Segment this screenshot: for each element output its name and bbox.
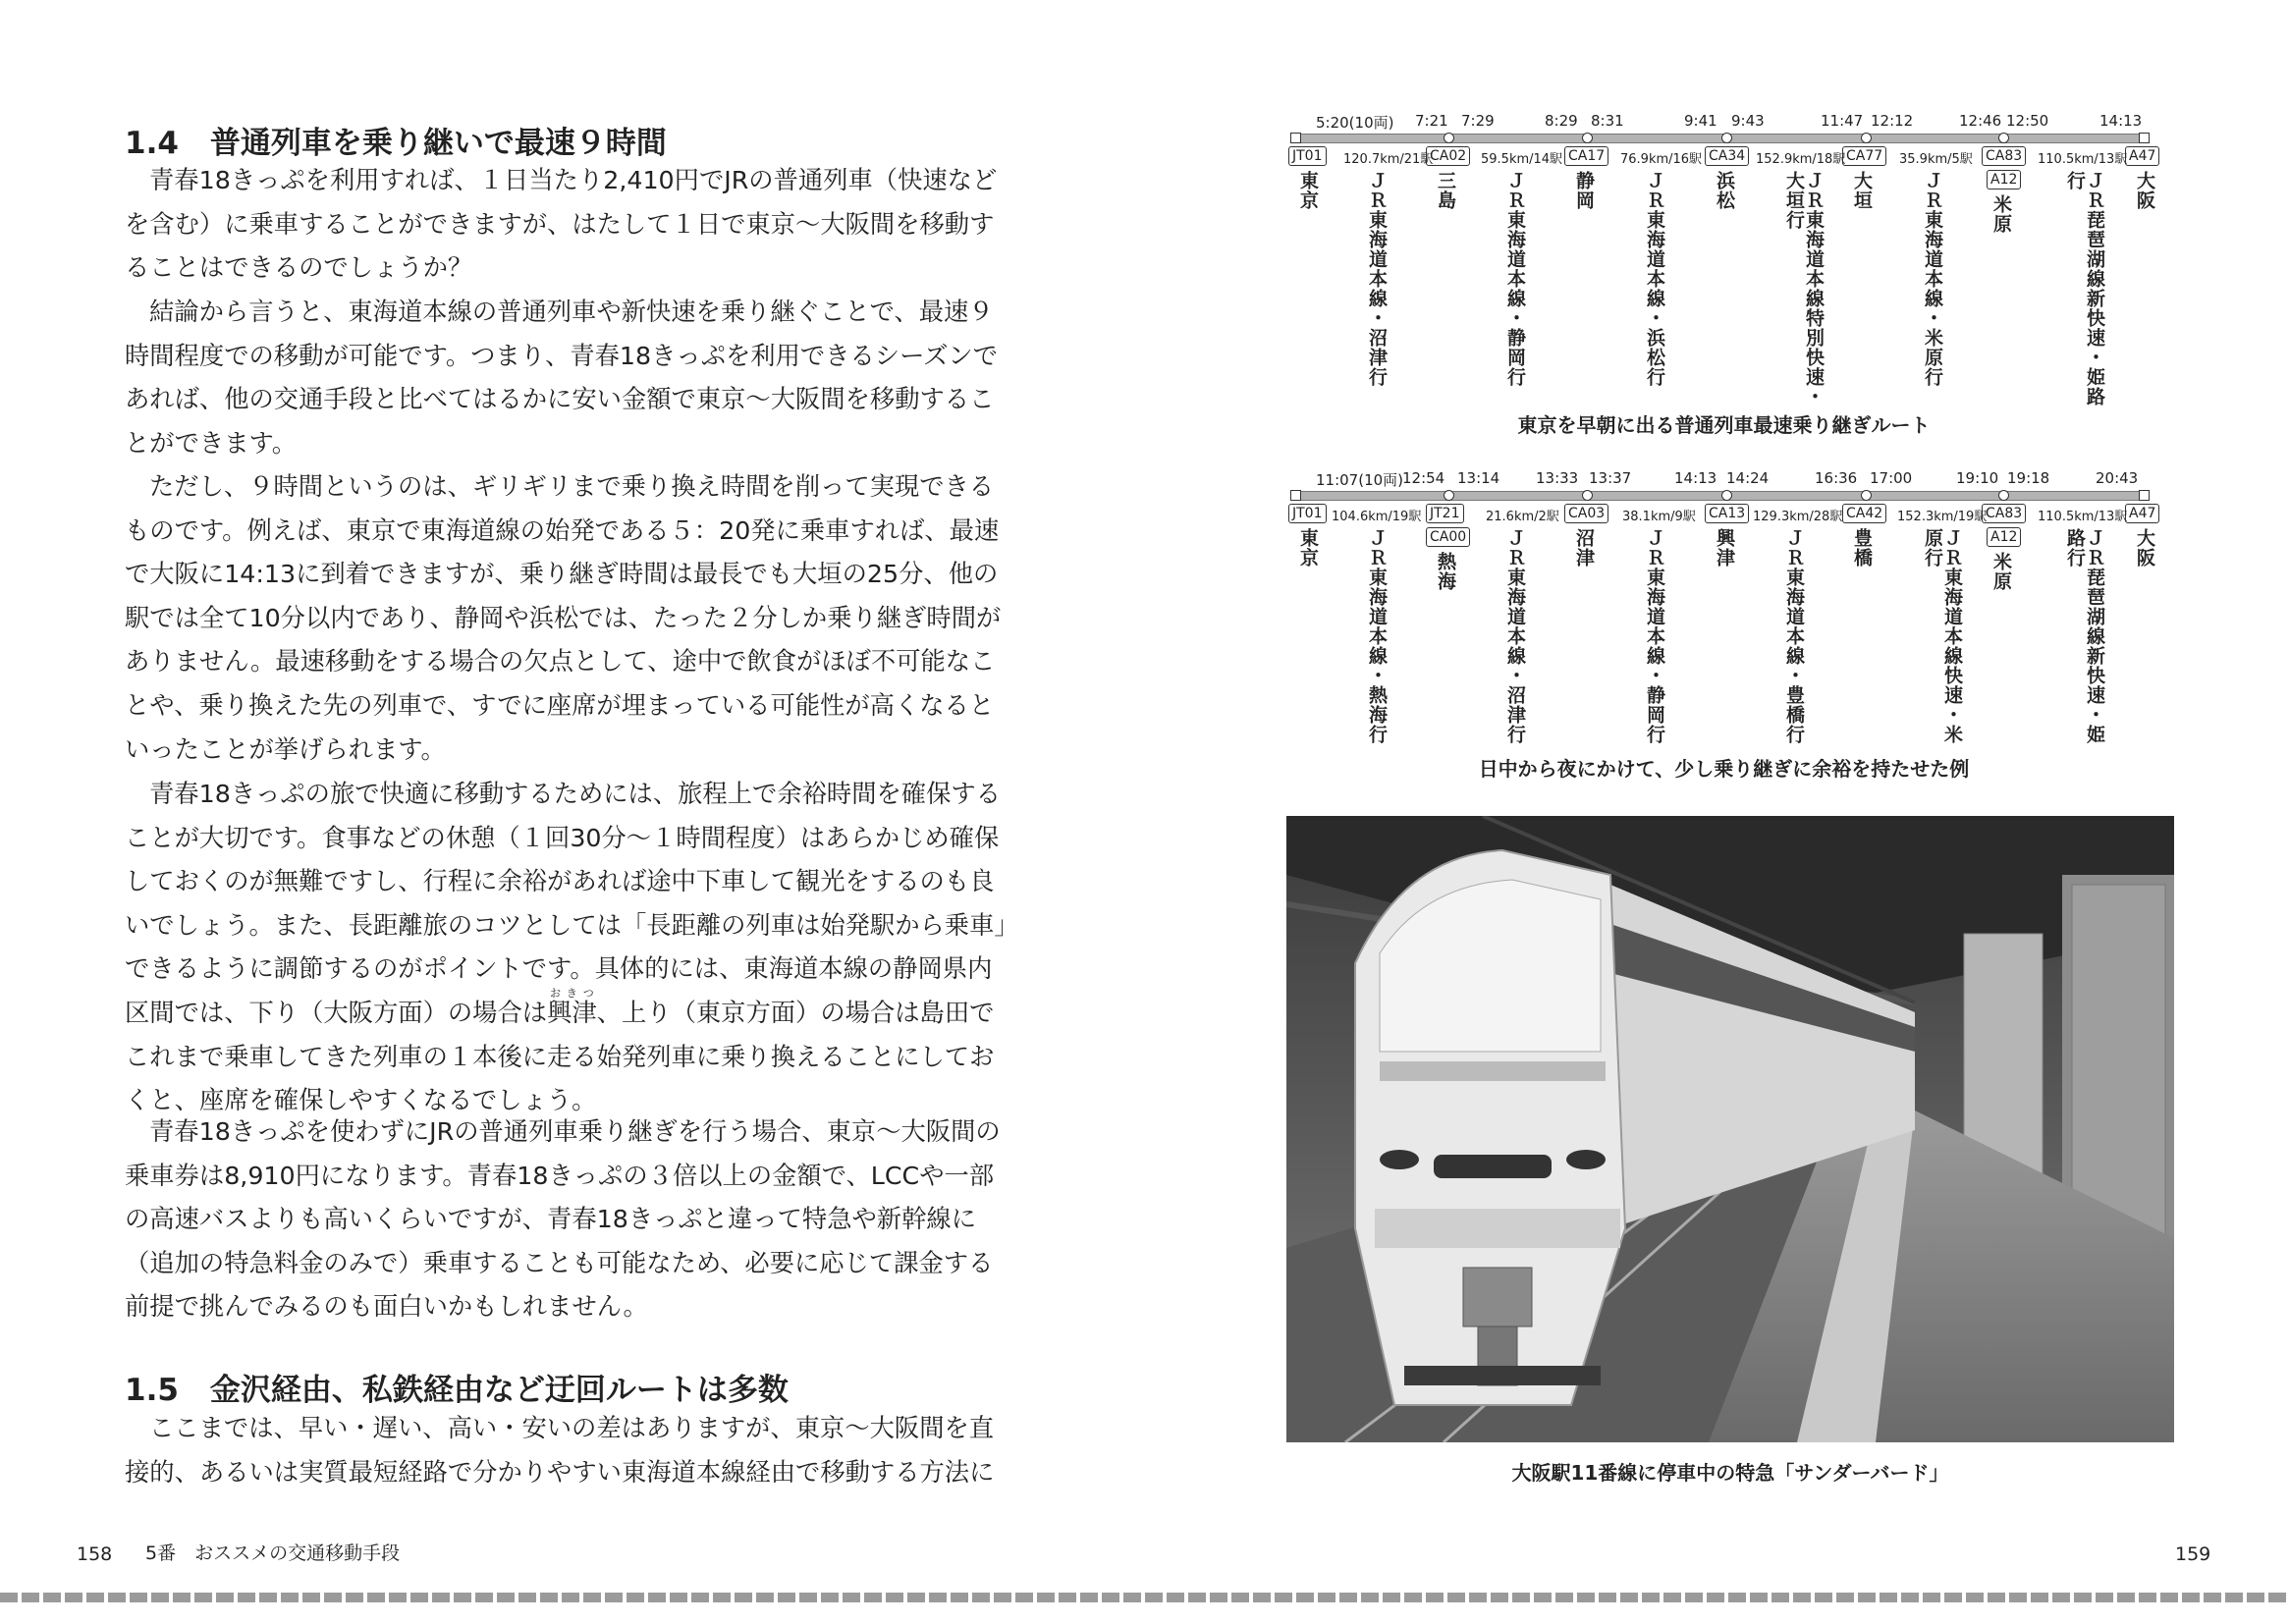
station-name: 東京	[1297, 528, 1319, 568]
station-node	[1582, 133, 1593, 143]
section-heading-1-4	[125, 118, 667, 162]
time: 8:31	[1591, 112, 1624, 130]
train-name: ＪＲ東海道本線・静岡行	[1504, 171, 1526, 387]
train-name: ＪＲ東海道本線特別快速・大垣行	[1783, 171, 1825, 406]
route2-times	[1284, 469, 2163, 491]
paragraph-3: ただし、９時間というのは、ギリギリまで乗り換え時間を削って実現できるものです。例えば、東京で東海道線の始発である５：20発に乗車すれば、最速で大阪に14:13に到着できますが、乗り継ぎ時間は最長でも大垣の25分、他の駅では全て10分以内であり、静岡や浜松では、たった２分しか乗り継ぎ時間がありません。最速移動をする場合の欠点として、途中で飲食がほぼ不可能なことや、乗り換えた先の列車で、すでに座席が埋まっている可能性が高くなるといったことが挙げられます。	[125, 472, 1002, 764]
station-code: JT01	[1288, 146, 1327, 166]
time: 17:00	[1870, 469, 1913, 487]
station-node	[1444, 133, 1454, 143]
distance: 110.5km/13駅	[2038, 152, 2128, 167]
left-page	[0, 0, 1144, 1624]
train-name: ＪＲ東海道本線・米原行	[1922, 171, 1943, 387]
train-name: ＪＲ東海道本線快速・米原行	[1922, 528, 1963, 744]
time: 5:20(10両)	[1316, 114, 1394, 132]
paragraph-6: ここまでは、早い・遅い、高い・安いの差はありますが、東京～大阪間を直接的、あるいは実質最短経路で分かりやすい東海道本線経由で移動する方法に	[125, 1414, 995, 1487]
time: 12:46	[1959, 112, 2002, 130]
page-number-left: 158	[77, 1543, 113, 1565]
train-name: ＪＲ東海道本線・浜松行	[1644, 171, 1665, 387]
time: 19:18	[2007, 469, 2050, 487]
distance: 104.6km/19駅	[1332, 510, 1422, 524]
distance: 152.3km/19駅	[1897, 510, 1988, 524]
station-node	[1444, 490, 1454, 501]
distance: 38.1km/9駅	[1622, 510, 1696, 524]
station-code: CA17	[1564, 146, 1608, 166]
paragraph-2: 結論から言うと、東海道本線の普通列車や新快速を乗り継ぐことで、最速９時間程度での移動が可能です。つまり、青春18きっぷを利用できるシーズンであれば、他の交通手段と比べてはるかに安い金額で東京～大阪間を移動することができます。	[125, 298, 998, 458]
station-code-secondary: A12	[1987, 170, 2021, 189]
time: 11:07(10両)	[1316, 471, 1404, 489]
station-node	[1998, 490, 2009, 501]
time: 12:50	[2006, 112, 2049, 130]
station-name: 浜松	[1714, 171, 1735, 210]
train-name: ＪＲ東海道本線・沼津行	[1504, 528, 1526, 744]
time: 12:12	[1871, 112, 1914, 130]
station-node	[2139, 490, 2150, 501]
route-diagram-1	[1284, 112, 2163, 406]
train-name: ＪＲ東海道本線・静岡行	[1644, 528, 1665, 744]
photo-caption: 大阪駅11番線に停車中の特急「サンダーバード」	[1511, 1461, 1949, 1485]
time: 16:36	[1815, 469, 1858, 487]
time: 8:29	[1545, 112, 1578, 130]
section-title: 金沢経由、私鉄経由など迂回ルートは多数	[209, 1373, 789, 1408]
station-code: JT21	[1426, 504, 1464, 523]
station-code: CA42	[1842, 504, 1886, 523]
time: 9:41	[1684, 112, 1717, 130]
route2-caption: 日中から夜にかけて、少し乗り継ぎに余裕を持たせた例	[1478, 757, 1970, 781]
section-number: 1.4	[125, 126, 179, 161]
station-node	[1861, 490, 1872, 501]
station-node	[1290, 490, 1301, 501]
station-name: 大垣	[1851, 171, 1873, 210]
paragraph-4	[125, 773, 1008, 1123]
station-code: CA03	[1564, 504, 1608, 523]
distance: 21.6km/2駅	[1486, 510, 1559, 524]
running-footer-chapter: 5番 おススメの交通移動手段	[145, 1543, 401, 1564]
time: 13:33	[1536, 469, 1579, 487]
time: 19:10	[1956, 469, 1999, 487]
station-name: 熱海	[1435, 552, 1456, 591]
station-code: JT01	[1288, 504, 1327, 523]
station-node	[1721, 490, 1732, 501]
station-node	[1582, 490, 1593, 501]
paragraph-4-part-a: 青春18きっぷの旅で快適に移動するためには、旅程上で余裕時間を確保することが大切です。食事などの休憩（１回30分～１時間程度）はあらかじめ確保しておくのが無難ですし、行程に余裕があれば途中下車して観光をするのも良いでしょう。また、長距離旅のコツとしては「長距離の列車は始発駅から乗車」できるように調節するのがポイントです。具体的には、東海道本線の静岡県内区間では、下り（大阪方面）の場合は	[125, 780, 1008, 1027]
distance: 76.9km/16駅	[1620, 152, 1703, 167]
train-name: ＪＲ東海道本線・熱海行	[1366, 528, 1388, 744]
route1-caption: 東京を早朝に出る普通列車最速乗り継ぎルート	[1517, 413, 1931, 437]
time: 7:21	[1415, 112, 1448, 130]
section-number: 1.5	[125, 1373, 179, 1408]
station-node	[1998, 133, 2009, 143]
station-code: CA83	[1982, 146, 2026, 166]
ruby-reading: おきつ	[547, 986, 597, 1000]
ruby-okitsu	[547, 986, 597, 1027]
page-number-right: 159	[2175, 1543, 2211, 1565]
train-name: ＪＲ東海道本線・豊橋行	[1783, 528, 1805, 744]
time: 13:37	[1589, 469, 1632, 487]
time: 7:29	[1461, 112, 1495, 130]
route1-times	[1284, 112, 2163, 134]
train-photo-illustration	[1286, 816, 2174, 1442]
time: 14:24	[1726, 469, 1770, 487]
station-code-secondary: A12	[1987, 527, 2021, 547]
station-code: CA13	[1705, 504, 1749, 523]
station-name: 米原	[1990, 194, 2012, 234]
time: 14:13	[2099, 112, 2143, 130]
train-photo	[1286, 816, 2174, 1442]
paragraph-5: 青春18きっぷを使わずにJRの普通列車乗り継ぎを行う場合、東京～大阪間の乗車券は8,910円になります。青春18きっぷの３倍以上の金額で、LCCや一部の高速バスよりも高いくらいですが、青春18きっぷと違って特急や新幹線に（追加の特急料金のみで）乗車することも可能なため、必要に応じて課金する前提で挑んでみるのも面白いかもしれません。	[125, 1117, 1001, 1322]
section-title: 普通列車を乗り継いで最速９時間	[209, 126, 667, 161]
route-diagram-2	[1284, 469, 2163, 754]
distance: 110.5km/13駅	[2038, 510, 2128, 524]
station-name: 大阪	[2134, 528, 2155, 568]
paragraph-4-part-b: 、上り（東京方面）の場合は島田でこれまで乗車してきた列車の１本後に走る始発列車に乗り換えることにしておくと、座席を確保しやすくなるでしょう。	[125, 998, 995, 1115]
station-name: 米原	[1990, 552, 2012, 591]
station-code-secondary: CA00	[1426, 527, 1470, 547]
ruby-base: 興津	[547, 998, 597, 1027]
time: 11:47	[1821, 112, 1864, 130]
station-node	[2139, 133, 2150, 143]
station-code: CA77	[1842, 146, 1886, 166]
train-name: ＪＲ琵琶湖線新快速・姫路行	[2064, 528, 2105, 744]
station-code: A47	[2125, 146, 2159, 166]
station-node	[1290, 133, 1301, 143]
station-code: CA83	[1982, 504, 2026, 523]
station-name: 豊橋	[1851, 528, 1873, 568]
distance: 120.7km/21駅	[1343, 152, 1434, 167]
time: 13:14	[1457, 469, 1500, 487]
distance: 129.3km/28駅	[1753, 510, 1843, 524]
time: 9:43	[1731, 112, 1765, 130]
station-node	[1721, 133, 1732, 143]
station-name: 三島	[1435, 171, 1456, 210]
time: 20:43	[2096, 469, 2139, 487]
station-name: 興津	[1714, 528, 1735, 568]
train-name: ＪＲ東海道本線・沼津行	[1366, 171, 1388, 387]
distance: 35.9km/5駅	[1899, 152, 1973, 167]
time: 14:13	[1674, 469, 1717, 487]
distance: 59.5km/14駅	[1481, 152, 1563, 167]
station-name: 東京	[1297, 171, 1319, 210]
station-code: A47	[2125, 504, 2159, 523]
station-name: 沼津	[1573, 528, 1595, 568]
distance: 152.9km/18駅	[1756, 152, 1846, 167]
train-name: ＪＲ琵琶湖線新快速・姫路行	[2064, 171, 2105, 406]
section-heading-1-5	[125, 1365, 789, 1409]
bottom-dashed-rule	[0, 1593, 2289, 1602]
station-code: CA02	[1426, 146, 1470, 166]
station-name: 大阪	[2134, 171, 2155, 210]
paragraph-1: 青春18きっぷを利用すれば、１日当たり2,410円でJRの普通列車（快速などを含む）に乗車することができますが、はたして１日で東京～大阪間を移動することはできるのでしょうか？	[125, 166, 998, 283]
station-code: CA34	[1705, 146, 1749, 166]
station-name: 静岡	[1573, 171, 1595, 210]
station-node	[1861, 133, 1872, 143]
time: 12:54	[1402, 469, 1445, 487]
